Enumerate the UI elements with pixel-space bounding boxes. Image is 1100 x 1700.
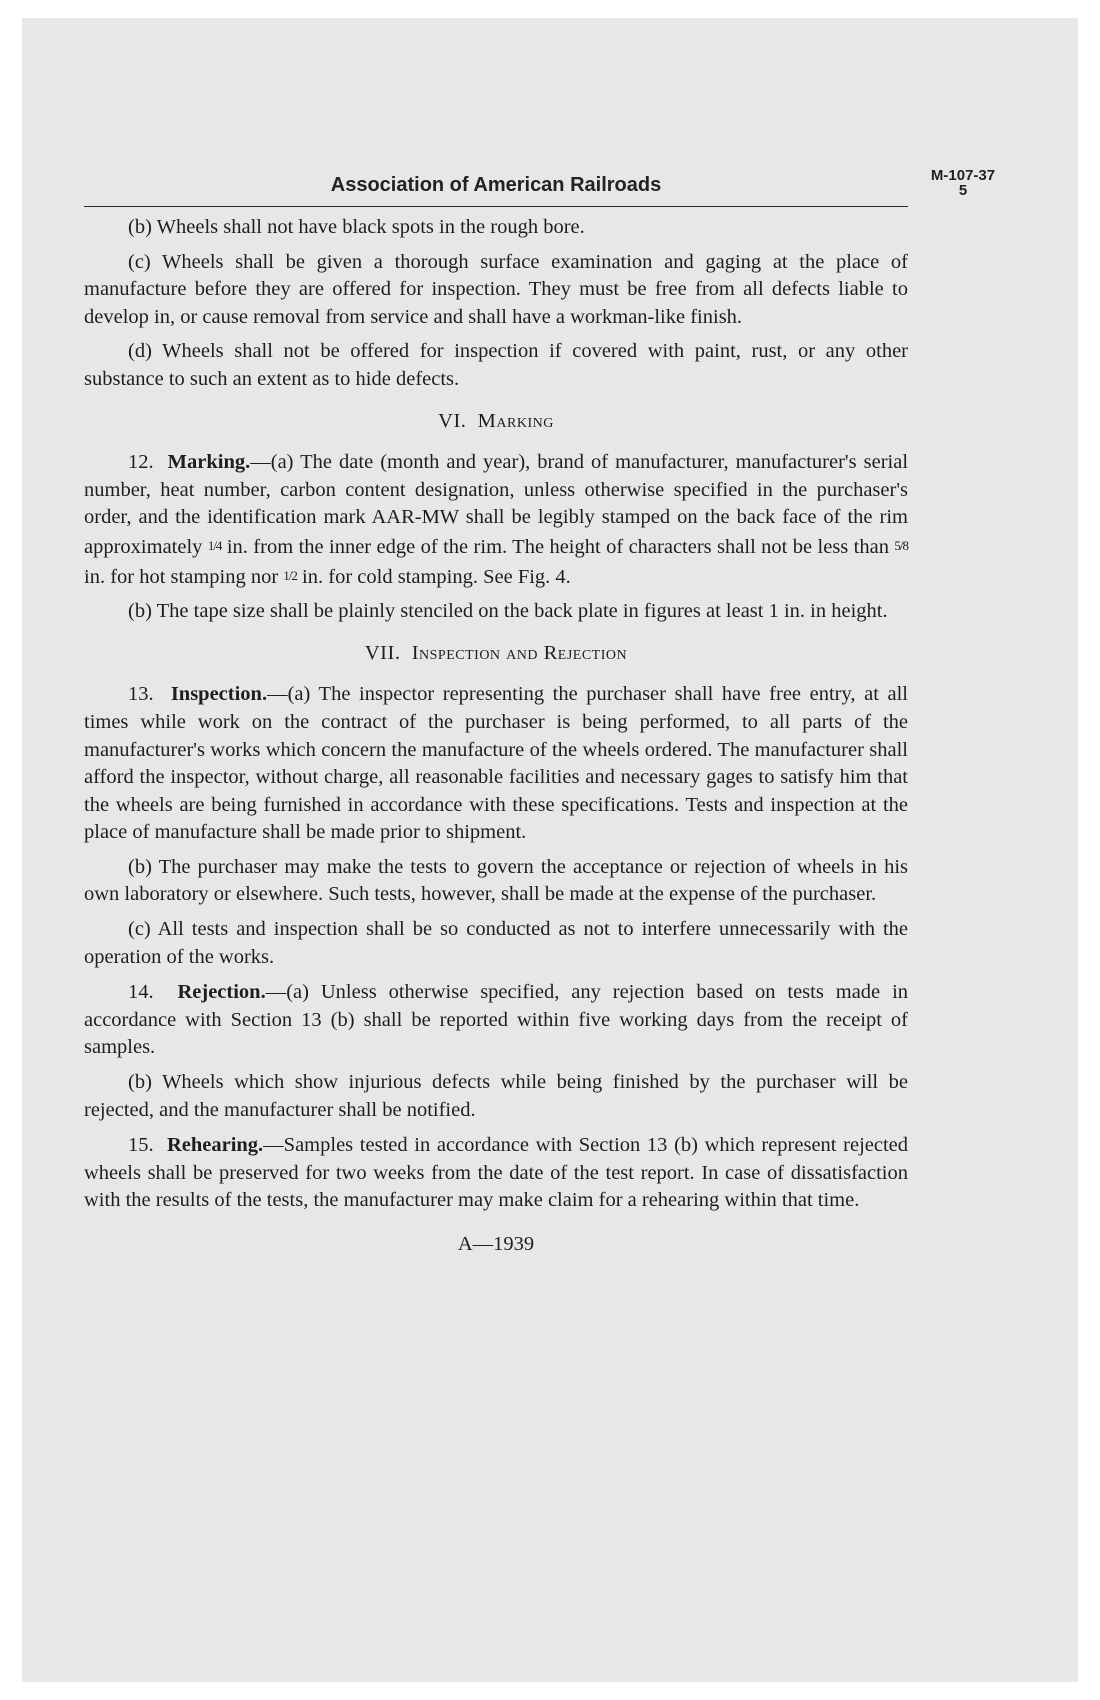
spec-code: M-107-37 <box>930 167 996 184</box>
section-number: VI. <box>438 409 467 432</box>
clause-number: 12. <box>128 451 154 474</box>
clause-heading: Rehearing. <box>166 1134 264 1157</box>
paragraph-11c: (c) Wheels shall be given a thorough surface examination and gaging at the place of manufacture before they are offered for inspection. They must be free from all defects liable to develop in, or cause removal from service and shall have a workman-like finish. <box>84 250 908 328</box>
clause-number: 13. <box>128 683 154 706</box>
header-code-block <box>918 168 1008 198</box>
paragraph-13c: (c) All tests and inspection shall be so conducted as not to interfere unnecessarily with the operation of the works. <box>84 918 908 968</box>
paragraph-15 <box>84 1132 908 1215</box>
paragraph-12a <box>84 449 908 591</box>
section-heading-marking <box>84 408 908 436</box>
paragraph-13a <box>84 681 908 847</box>
clause-number: 15. <box>128 1134 154 1157</box>
section-title: Marking <box>477 409 554 432</box>
fraction-quarter: 1/4 <box>207 537 222 553</box>
clause-number: 14. <box>128 981 154 1004</box>
paragraph-12b: (b) The tape size shall be plainly stenciled on the back plate in figures at least 1 in. in height. <box>128 600 888 623</box>
clause-text: —(a) The date (month and year), brand of manufacturer, manufacturer's serial number, heat number, carbon content designation, unless otherwise specified in the purchaser's order, and the identification mark AAR-MW shall be legibly stamped on the back face of the rim approximately <box>84 451 909 558</box>
header-title: Association of American Railroads <box>330 174 662 196</box>
clause-text: —Samples tested in accordance with Section 13 (b) which represent rejected wheels shall be preserved for two weeks from the date of the test report. In case of dissatisfaction with the results of the tests, the manufacturer may make claim for a rehearing within that time. <box>84 1134 909 1212</box>
clause-text: in. from the inner edge of the rim. The height of characters shall not be less than <box>221 535 895 558</box>
paragraph-13b: (b) The purchaser may make the tests to govern the acceptance or rejection of wheels in his own laboratory or elsewhere. Such tests, however, shall be made at the expense of the purchaser. <box>84 855 908 906</box>
clause-text: —(a) Unless otherwise specified, any rejection based on tests made in accordance with Section 13 (b) shall be reported within five working days from the receipt of samples. <box>84 981 909 1059</box>
page-number: 5 <box>958 182 968 199</box>
clause-heading: Inspection. <box>170 683 268 706</box>
body-text <box>84 214 908 1259</box>
fraction-five-eighths: 5/8 <box>894 537 908 553</box>
section-title: Inspection and Rejection <box>411 641 628 664</box>
edition-footer: A—1939 <box>457 1233 535 1255</box>
clause-text: in. for cold stamping. See Fig. 4. <box>296 565 571 588</box>
page-header <box>84 160 996 207</box>
section-heading-inspection <box>84 640 908 668</box>
paragraph-14b: (b) Wheels which show injurious defects while being finished by the purchaser will be rejected, and the manufacturer shall be notified. <box>84 1071 908 1121</box>
document-page <box>22 18 1078 1682</box>
clause-text: —(a) The inspector representing the purchaser shall have free entry, at all times while work on the contract of the purchaser is being performed, to all parts of the manufacturer's works which concern the manufacture of the wheels ordered. The manufacturer shall afford the inspector, without charge, all reasonable facilities and necessary gages to satisfy him that the wheels are being furnished in accordance with these specifications. Tests and inspection at the place of manufacture shall be made prior to shipment. <box>84 683 908 844</box>
paragraph-11d: (d) Wheels shall not be offered for inspection if covered with paint, rust, or any other substance to such an extent as to hide defects. <box>84 340 908 390</box>
clause-text: in. for hot stamping nor <box>84 565 284 588</box>
paragraph-11b: (b) Wheels shall not have black spots in the rough bore. <box>128 216 585 238</box>
clause-heading: Marking. <box>167 451 251 474</box>
fraction-half: 1/2 <box>283 567 297 583</box>
clause-heading: Rejection. <box>177 981 266 1004</box>
section-number: VII. <box>364 641 401 664</box>
paragraph-14a <box>84 979 908 1062</box>
